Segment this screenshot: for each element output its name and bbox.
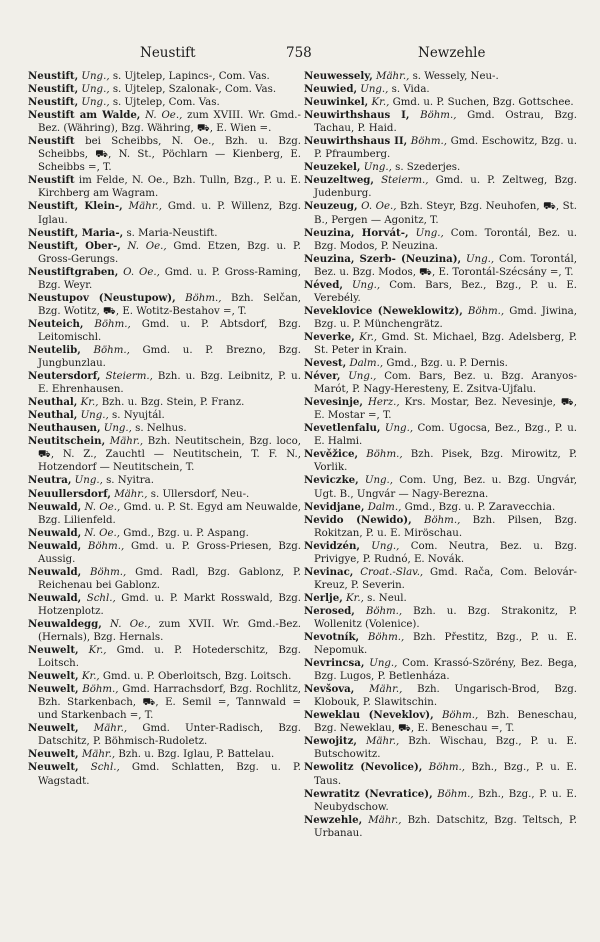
entry-region: N. Oe., xyxy=(127,240,167,252)
entry-region: Böhm., xyxy=(82,684,119,696)
entry-headword: Nevinac, xyxy=(304,565,354,578)
entry-text: Gmd. Jiwina, Bzg. u. P. Münchengrätz. xyxy=(314,305,577,330)
list-item xyxy=(28,683,301,722)
entry-headword: Neuthausen, xyxy=(28,422,101,435)
entry-headword: Neustift, Klein-, xyxy=(28,200,123,213)
entry-headword: Neuwelt, xyxy=(28,748,79,761)
entry-region: Böhm., xyxy=(366,449,403,461)
entry-headword: Neutelib, xyxy=(28,343,81,356)
entry-headword: Neustift am Walde, xyxy=(28,109,141,122)
list-item xyxy=(304,514,577,540)
list-item xyxy=(28,344,301,370)
entry-text: s. Ujtelep, Com. Vas. xyxy=(112,97,220,109)
entry-text: Gmd. Unter-Radisch, Bzg. Datschitz, P. Böhmisch-Rudoletz. xyxy=(38,723,301,748)
entry-headword: Nevšova, xyxy=(304,683,355,696)
entry-text: Gmd., Bzg. u. P. Dernis. xyxy=(386,358,508,370)
entry-text: Com. Torontál, Bez. u. Bzg. Modos, P. Neuzina. xyxy=(314,227,578,252)
entry-text: Bzh. Wischau, Bzg., P. u. E. Butschowitz. xyxy=(314,736,577,761)
entry-text: Com. Krassó-Szörény, Bez. Bega, Bzg. Lugos, P. Betlenháza. xyxy=(314,658,577,683)
entry-headword: Newzehle, xyxy=(304,813,363,826)
entry-headword: Neuwelt, xyxy=(28,722,79,735)
list-item xyxy=(304,566,577,592)
entry-headword: Neuwald, xyxy=(28,500,82,513)
entry-text: zum XVIII. Wr. Gmd.-Bez. (Währing), Bzg. Währing, ⛟, E. Wien =. xyxy=(38,110,301,135)
entry-text: Gmd. Etzen, Bzg. u. P. Gross-Gerungs. xyxy=(38,240,301,265)
list-item xyxy=(304,161,577,174)
entry-region: Kr., xyxy=(346,592,364,604)
list-item xyxy=(28,540,301,566)
entry-region: O. Oe., xyxy=(123,266,160,278)
entry-region: Ung., xyxy=(364,475,394,487)
entry-headword: Nevesinje, xyxy=(304,396,363,409)
page-number: 758 xyxy=(286,45,312,61)
entry-headword: Néver, xyxy=(304,370,341,383)
entry-headword: Nevest, xyxy=(304,357,347,370)
list-item xyxy=(28,200,301,226)
list-item xyxy=(28,96,301,109)
entry-region: Mähr., xyxy=(114,488,148,500)
list-item xyxy=(304,305,577,331)
entry-text: Bzh. Pisek, Bzg. Mirowitz, P. Vorlik. xyxy=(314,449,577,474)
list-item xyxy=(28,644,301,670)
list-item xyxy=(28,488,301,501)
entry-text: Krs. Mostar, Bez. Nevesinje, ⛟, E. Mostar =, T. xyxy=(314,397,577,422)
entry-text: Bzh. Datschitz, Bzg. Teltsch, P. Urbanau. xyxy=(314,814,577,839)
entry-region: Kr., xyxy=(359,331,378,343)
list-item xyxy=(304,761,577,787)
entry-text: Com. Bars, Bez., Bzg., P. u. E. Verebély. xyxy=(314,279,577,304)
entry-text: s. Vida. xyxy=(391,84,430,96)
entry-region: Kr., xyxy=(81,671,100,683)
list-item xyxy=(28,174,301,200)
entry-headword: Neuwied, xyxy=(304,83,357,96)
list-item xyxy=(304,709,577,735)
entry-region: Ung., xyxy=(351,279,381,291)
entry-text: Com. Neutra, Bez. u. Bzg. Privigye, P. Rudnó, E. Novák. xyxy=(314,540,577,565)
entry-headword: Neuzina, Horvát-, xyxy=(304,226,409,239)
entry-headword: Neustift, Ober-, xyxy=(28,239,121,252)
entry-region: N. Oe., xyxy=(84,501,121,513)
entry-headword: Nerosed, xyxy=(304,604,355,617)
entry-text: Com. Ung, Bez. u. Bzg. Ungvár, Ugt. B., Ungvár — Nagy-Berezna. xyxy=(314,475,577,500)
list-item xyxy=(28,748,301,761)
entry-headword: Neustiftgraben, xyxy=(28,265,119,278)
list-item xyxy=(304,331,577,357)
entry-text: Bzh. u. Bzg. Stein, P. Franz. xyxy=(101,397,245,409)
entry-text: Gmd. Radl, Bzg. Gablonz, P. Reichenau bei Gablonz. xyxy=(38,566,301,591)
entry-text: Bzh. Steyr, Bzg. Neuhofen, ⛟, St. B., Pergen — Agonitz, T. xyxy=(314,201,577,226)
entry-text: Gmd. u. P. Brezno, Bzg. Jungbunzlau. xyxy=(38,344,301,370)
entry-headword: Neutitschein, xyxy=(28,435,106,448)
entry-region: Croat.-Slav., xyxy=(360,566,424,578)
entry-headword: Nevotník, xyxy=(304,631,360,644)
list-item xyxy=(304,540,577,566)
entry-headword: Neveklovice (Neweklowitz), xyxy=(304,304,463,317)
entry-headword: Neustift, xyxy=(28,83,79,96)
entry-region: Mähr., xyxy=(128,201,162,213)
list-item xyxy=(28,240,301,266)
entry-region: O. Oe., xyxy=(361,201,397,213)
entry-headword: Neuwald, xyxy=(28,565,82,578)
entry-region: Schl., xyxy=(90,762,120,774)
entry-headword: Neustupov (Neustupow), xyxy=(28,291,176,304)
entry-region: Schl., xyxy=(86,592,116,604)
entry-region: Böhm., xyxy=(420,110,457,122)
entry-text: s. Ujtelep, Lapincs-, Com. Vas. xyxy=(112,71,270,82)
entry-region: Böhm., xyxy=(87,540,125,552)
entry-region: Ung., xyxy=(465,253,495,265)
entry-text: Gmd. u. P. St. Egyd am Neuwalde, Bzg. Lilienfeld. xyxy=(38,501,301,526)
entry-region: Ung., xyxy=(360,84,389,96)
list-item xyxy=(28,266,301,292)
entry-region: Ung., xyxy=(348,371,377,383)
list-item xyxy=(304,814,577,840)
entry-headword: Neuteich, xyxy=(28,317,84,330)
list-item xyxy=(304,357,577,370)
entry-text: Gmd. Rača, Com. Belovár-Kreuz, P. Severin. xyxy=(314,566,577,591)
entry-headword: Neuwald, xyxy=(28,591,82,604)
entry-headword: Neuwaldegg, xyxy=(28,617,102,630)
entry-region: Böhm., xyxy=(437,788,474,800)
entry-region: Dalm., xyxy=(349,358,384,370)
entry-headword: Neverke, xyxy=(304,330,355,343)
entry-region: N. Oe., xyxy=(110,618,151,630)
list-item xyxy=(28,396,301,409)
entry-headword: Neuwald, xyxy=(28,526,82,539)
list-item xyxy=(304,735,577,761)
entry-region: Kr., xyxy=(371,97,390,109)
header-left: Neustift xyxy=(140,45,196,61)
entry-text: zum XVII. Wr. Gmd.-Bez. (Hernals), Bzg. Hernals. xyxy=(38,618,301,644)
entry-text: s. Szederjes. xyxy=(395,162,461,174)
entry-region: Ung., xyxy=(81,84,110,96)
entry-headword: Neuwirthshaus II, xyxy=(304,135,408,148)
entry-region: Herz., xyxy=(367,397,400,409)
entry-region: Böhm., xyxy=(89,566,127,578)
entry-text: im Felde, N. Oe., Bzh. Tulln, Bzg., P. u. E. Kirchberg am Wagram. xyxy=(38,175,301,200)
list-item xyxy=(28,566,301,592)
entry-text: s. Nyitra. xyxy=(106,475,154,487)
list-item xyxy=(28,501,301,527)
entry-text: Com. Bars, Bez. u. Bzg. Aranyos-Marót, P. Nagy-Heresteny, E. Zsitva-Ujfalu. xyxy=(314,371,577,396)
entry-headword: Nevido (Newido), xyxy=(304,513,412,526)
entry-headword: Neuthal, xyxy=(28,409,78,422)
entry-text: s. Ullersdorf, Neu-. xyxy=(150,488,250,500)
entry-region: Kr., xyxy=(80,397,99,409)
entry-region: Steierm., xyxy=(381,175,429,187)
list-item xyxy=(28,135,301,174)
entry-text: Bzh. u. Bzg. Iglau, P. Battelau. xyxy=(118,749,275,761)
list-item xyxy=(304,605,577,631)
entry-region: Böhm., xyxy=(441,710,479,722)
entry-text: Gmd. u. P. Gross-Priesen, Bzg. Aussig. xyxy=(38,540,302,565)
list-item xyxy=(28,370,301,396)
header-right: Newzehle xyxy=(418,45,486,61)
entry-text: s. Wessely, Neu-. xyxy=(412,71,499,82)
list-item xyxy=(28,422,301,435)
entry-region: Ung., xyxy=(415,227,444,239)
entry-headword: Neuthal, xyxy=(28,396,78,409)
entry-headword: Newolitz (Nevolice), xyxy=(304,761,423,774)
list-item xyxy=(304,788,577,814)
entry-region: Böhm., xyxy=(410,136,448,148)
list-item xyxy=(28,435,301,474)
entry-headword: Neviczke, xyxy=(304,474,359,487)
entry-text: Gmd. u. P. Oberloitsch, Bzg. Loitsch. xyxy=(102,671,292,683)
entry-region: Ung., xyxy=(80,410,109,422)
entry-text: Bzh. Beneschau, Bzg. Neweklau, ⛟, E. Beneschau =, T. xyxy=(314,710,578,735)
entry-region: Ung., xyxy=(74,475,103,487)
entry-region: Böhm., xyxy=(185,292,222,304)
entry-region: Mähr., xyxy=(93,723,128,735)
list-item xyxy=(304,279,577,305)
entry-headword: Neuzeltweg, xyxy=(304,174,374,187)
entry-text: Gmd. u. P. Zeltweg, Bzg. Judenburg. xyxy=(314,175,577,200)
entry-region: Ung., xyxy=(81,97,110,109)
entry-headword: Nevidjane, xyxy=(304,500,365,513)
entry-region: Dalm., xyxy=(367,501,402,513)
entry-region: Böhm., xyxy=(94,318,131,330)
entry-region: Ung., xyxy=(384,423,414,435)
entry-headword: Neuwelt, xyxy=(28,761,79,774)
entry-text: Bzh. u. Bzg. Strakonitz, P. Wollenitz (Volenice). xyxy=(314,605,577,630)
entry-text: Gmd. Ostrau, Bzg. Tachau, P. Haid. xyxy=(314,110,577,135)
entry-region: Böhm., xyxy=(428,762,466,774)
entry-headword: Neustift, xyxy=(28,96,79,109)
entry-text: Com. Ugocsa, Bez., Bzg., P. u. E. Halmi. xyxy=(314,423,577,448)
entry-headword: Neuullersdorf, xyxy=(28,487,111,500)
entry-region: N. Oe., xyxy=(84,527,120,539)
entry-region: Mähr., xyxy=(376,71,410,82)
entry-region: Ung., xyxy=(103,423,132,435)
entry-headword: Neuwelt, xyxy=(28,670,79,683)
list-item xyxy=(304,70,577,83)
right-column xyxy=(304,70,577,840)
entry-region: Mähr., xyxy=(368,814,402,826)
list-item xyxy=(28,474,301,487)
entry-headword: Nevěžice, xyxy=(304,448,359,461)
list-item xyxy=(304,96,577,109)
list-item xyxy=(304,135,577,161)
entry-text: Bzh. Ungarisch-Brod, Bzg. Klobouk, P. Slawitschin. xyxy=(314,684,577,709)
entry-headword: Nevidzén, xyxy=(304,539,360,552)
list-item xyxy=(28,761,301,787)
entry-headword: Neustift xyxy=(28,174,75,187)
entry-text: Bzh. Přestitz, Bzg., P. u. E. Nepomuk. xyxy=(314,632,577,657)
entry-region: Böhm., xyxy=(467,305,505,317)
entry-headword: Neuzekel, xyxy=(304,161,361,174)
entry-headword: Néved, xyxy=(304,278,343,291)
entry-text: bei Scheibbs, N. Oe., Bzh. u. Bzg. Scheibbs, ⛟, N. St., Pöchlarn — Kienberg, E. Scheibbs =, T. xyxy=(38,136,301,174)
list-item xyxy=(28,670,301,683)
entry-region: Mähr., xyxy=(365,736,400,748)
entry-text: Gmd. St. Michael, Bzg. Adelsberg, P. St. Peter in Krain. xyxy=(314,331,577,356)
list-item xyxy=(304,592,577,605)
entry-headword: Nevetlenfalu, xyxy=(304,422,381,435)
entry-headword: Neutra, xyxy=(28,474,72,487)
entry-text: Bzh. Selčan, Bzg. Wotitz, ⛟, E. Wotitz-Bestahov =, T. xyxy=(38,292,301,317)
list-item xyxy=(28,409,301,422)
page-header xyxy=(28,45,576,65)
entry-headword: Neuwelt, xyxy=(28,683,79,696)
list-item xyxy=(304,631,577,657)
entry-headword: Neweklau (Neveklov), xyxy=(304,709,434,722)
list-item xyxy=(304,422,577,448)
entry-text: Bzh. u. Bzg. Leibnitz, P. u. E. Ehrenhausen. xyxy=(38,371,301,396)
list-item xyxy=(304,657,577,683)
entry-text: Gmd. u. P. Willenz, Bzg. Iglau. xyxy=(38,201,301,226)
entry-region: Steierm., xyxy=(105,371,153,383)
entry-region: Mähr., xyxy=(109,436,144,448)
entry-region: Böhm., xyxy=(365,605,403,617)
entry-text: s. Ujtelep, Szalonak-, Com. Vas. xyxy=(112,84,277,96)
entry-headword: Neutersdorf, xyxy=(28,370,101,383)
entry-text: Bzh. Neutitschein, Bzg. loco, ⛟, N. Z., Zauchtl — Neutitschein, T. F. N., Hotzendorf — Neutitschein, T. xyxy=(38,436,301,474)
entry-region: Ung., xyxy=(369,658,398,670)
entry-text: s. Nyujtál. xyxy=(112,410,165,422)
entry-headword: Neuwirthshaus I, xyxy=(304,109,410,122)
entry-headword: Neuzeug, xyxy=(304,200,358,213)
list-item xyxy=(28,83,301,96)
list-item xyxy=(28,318,301,344)
entry-text: Gmd. Harrachsdorf, Bzg. Rochlitz, Bzh. Starkenbach, ⛟, E. Semil =, Tannwald = und Starkenbach =, T. xyxy=(38,684,301,722)
list-item xyxy=(28,70,301,83)
entry-text: Gmd. u. P. Gross-Raming, Bzg. Weyr. xyxy=(38,266,301,291)
entry-text: Bzh. Pilsen, Bzg. Rokitzan, P. u. E. Miröschau. xyxy=(314,514,577,539)
entry-headword: Neustift xyxy=(28,135,75,148)
list-item xyxy=(28,592,301,618)
entry-text: Bzh., Bzg., P. u. E. Neubydschow. xyxy=(314,788,577,813)
list-item xyxy=(304,370,577,396)
entry-text: s. Nelhus. xyxy=(135,423,187,435)
entry-headword: Neustift, xyxy=(28,70,79,82)
list-item xyxy=(28,722,301,748)
entry-region: Mähr., xyxy=(369,684,403,696)
entry-region: Ung., xyxy=(363,162,392,174)
entry-headword: Neuzina, Szerb- (Neuzina), xyxy=(304,252,462,265)
entry-text: Gmd. u. P. Suchen, Bzg. Gottschee. xyxy=(392,97,574,109)
entry-text: Gmd. u. P. Abtsdorf, Bzg. Leitomischl. xyxy=(38,318,301,343)
list-item xyxy=(304,396,577,422)
entry-region: Mähr., xyxy=(81,749,116,761)
entry-region: Böhm., xyxy=(424,514,461,526)
entry-text: Gmd., Bzg. u. P. Aspang. xyxy=(123,527,249,539)
entry-text: Gmd. Schlatten, Bzg. u. P. Wagstadt. xyxy=(38,762,301,787)
entry-headword: Neuwald, xyxy=(28,539,82,552)
list-item xyxy=(304,200,577,226)
entry-region: Böhm., xyxy=(93,344,130,356)
entry-region: Ung., xyxy=(371,540,400,552)
list-item xyxy=(304,109,577,135)
list-item xyxy=(28,227,301,240)
list-item xyxy=(304,83,577,96)
entry-headword: Nerlje, xyxy=(304,591,343,604)
entry-text: Com. Torontál, Bez. u. Bzg. Modos, ⛟, E. Torontál-Szécsány =, T. xyxy=(314,253,577,278)
list-item xyxy=(304,227,577,253)
list-item xyxy=(304,253,577,279)
list-item xyxy=(304,448,577,474)
entry-text: Gmd. u. P. Hotederschitz, Bzg. Loitsch. xyxy=(38,645,301,670)
entry-headword: Newratitz (Nevratice), xyxy=(304,787,433,800)
entry-text: Gmd. u. P. Markt Rosswald, Bzg. Hotzenplotz. xyxy=(38,592,301,617)
entry-headword: Nevrincsa, xyxy=(304,657,365,670)
list-item xyxy=(304,474,577,500)
entry-region: Kr., xyxy=(88,645,107,657)
list-item xyxy=(28,109,301,135)
list-item xyxy=(28,527,301,540)
list-item xyxy=(304,501,577,514)
entry-text: s. Maria-Neustift. xyxy=(126,227,218,239)
entry-headword: Neuwinkel, xyxy=(304,96,369,109)
entry-text: Bzh., Bzg., P. u. E. Taus. xyxy=(314,762,577,787)
list-item xyxy=(28,292,301,318)
entry-text: s. Neul. xyxy=(367,592,407,604)
entry-region: N. Oe., xyxy=(145,110,183,122)
list-item xyxy=(28,618,301,644)
list-item xyxy=(304,683,577,709)
entry-headword: Newojitz, xyxy=(304,735,357,748)
entry-headword: Neuwessely, xyxy=(304,70,373,82)
left-column xyxy=(28,70,301,788)
entry-text: Gmd. Eschowitz, Bzg. u. P. Pfraumberg. xyxy=(314,136,577,161)
entry-headword: Neustift, Maria-, xyxy=(28,226,124,239)
entry-text: Gmd., Bzg. u. P. Zaravecchia. xyxy=(404,501,556,513)
list-item xyxy=(304,174,577,200)
entry-headword: Neuwelt, xyxy=(28,644,79,657)
entry-region: Ung., xyxy=(81,71,110,82)
entry-region: Böhm., xyxy=(367,632,405,644)
